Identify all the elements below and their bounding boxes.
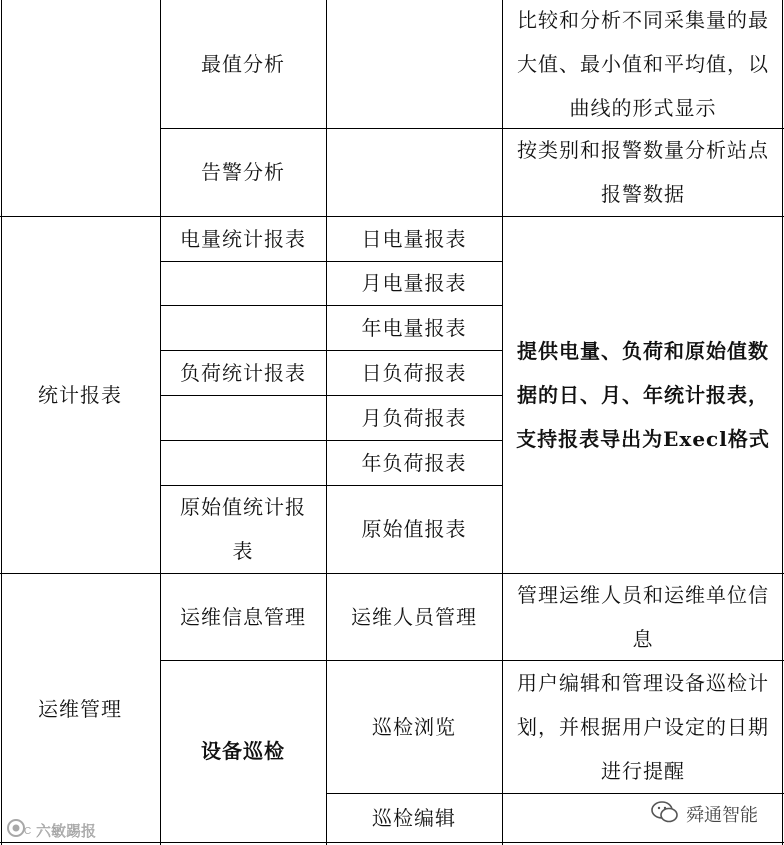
right-watermark [650, 799, 758, 829]
module-name: 运维管理 [38, 697, 122, 721]
function-label: 负荷统计报表 [180, 360, 306, 385]
function-description: 管理运维人员和运维单位信息 [517, 582, 769, 651]
sub-function: 日负荷报表 [361, 360, 467, 385]
sub-function: 巡检浏览 [372, 714, 456, 739]
module-name: 统计报表 [38, 382, 122, 407]
function-label: 电量统计报表 [180, 226, 306, 251]
function-description: 用户编辑和管理设备巡检计划，并根据用户设定的日期进行提醒 [517, 670, 769, 783]
function-label: 最值分析 [201, 52, 285, 76]
function-label: 运维信息管理 [180, 604, 306, 629]
sub-function: 年负荷报表 [361, 450, 467, 475]
function-label: 原始值统计报表 [180, 495, 306, 563]
sub-function: 运维人员管理 [351, 604, 477, 629]
sub-function: 月负荷报表 [361, 405, 467, 430]
left-watermark [6, 818, 96, 842]
sub-function: 月电量报表 [361, 271, 467, 295]
watermark-text: 舜通智能 [686, 805, 758, 826]
watermark-text: 六敏踢报 [36, 821, 97, 840]
function-description: 按类别和报警数量分析站点报警数据 [517, 138, 769, 206]
sub-function: 原始值报表 [361, 517, 467, 541]
camera-icon [6, 818, 32, 842]
sub-function: 年电量报表 [361, 315, 467, 340]
function-label: 设备巡检 [201, 739, 285, 763]
sub-function: 日电量报表 [361, 226, 467, 251]
svg-text:C: C [24, 826, 32, 837]
wechat-icon [650, 799, 680, 829]
function-description: 提供电量、负荷和原始值数据的日、月、年统计报表，支持报表导出为Execl格式 [516, 338, 770, 451]
function-label: 告警分析 [201, 160, 285, 184]
sub-function: 巡检编辑 [372, 805, 456, 830]
function-description: 比较和分析不同采集量的最大值、最小值和平均值，以曲线的形式显示 [517, 8, 769, 120]
